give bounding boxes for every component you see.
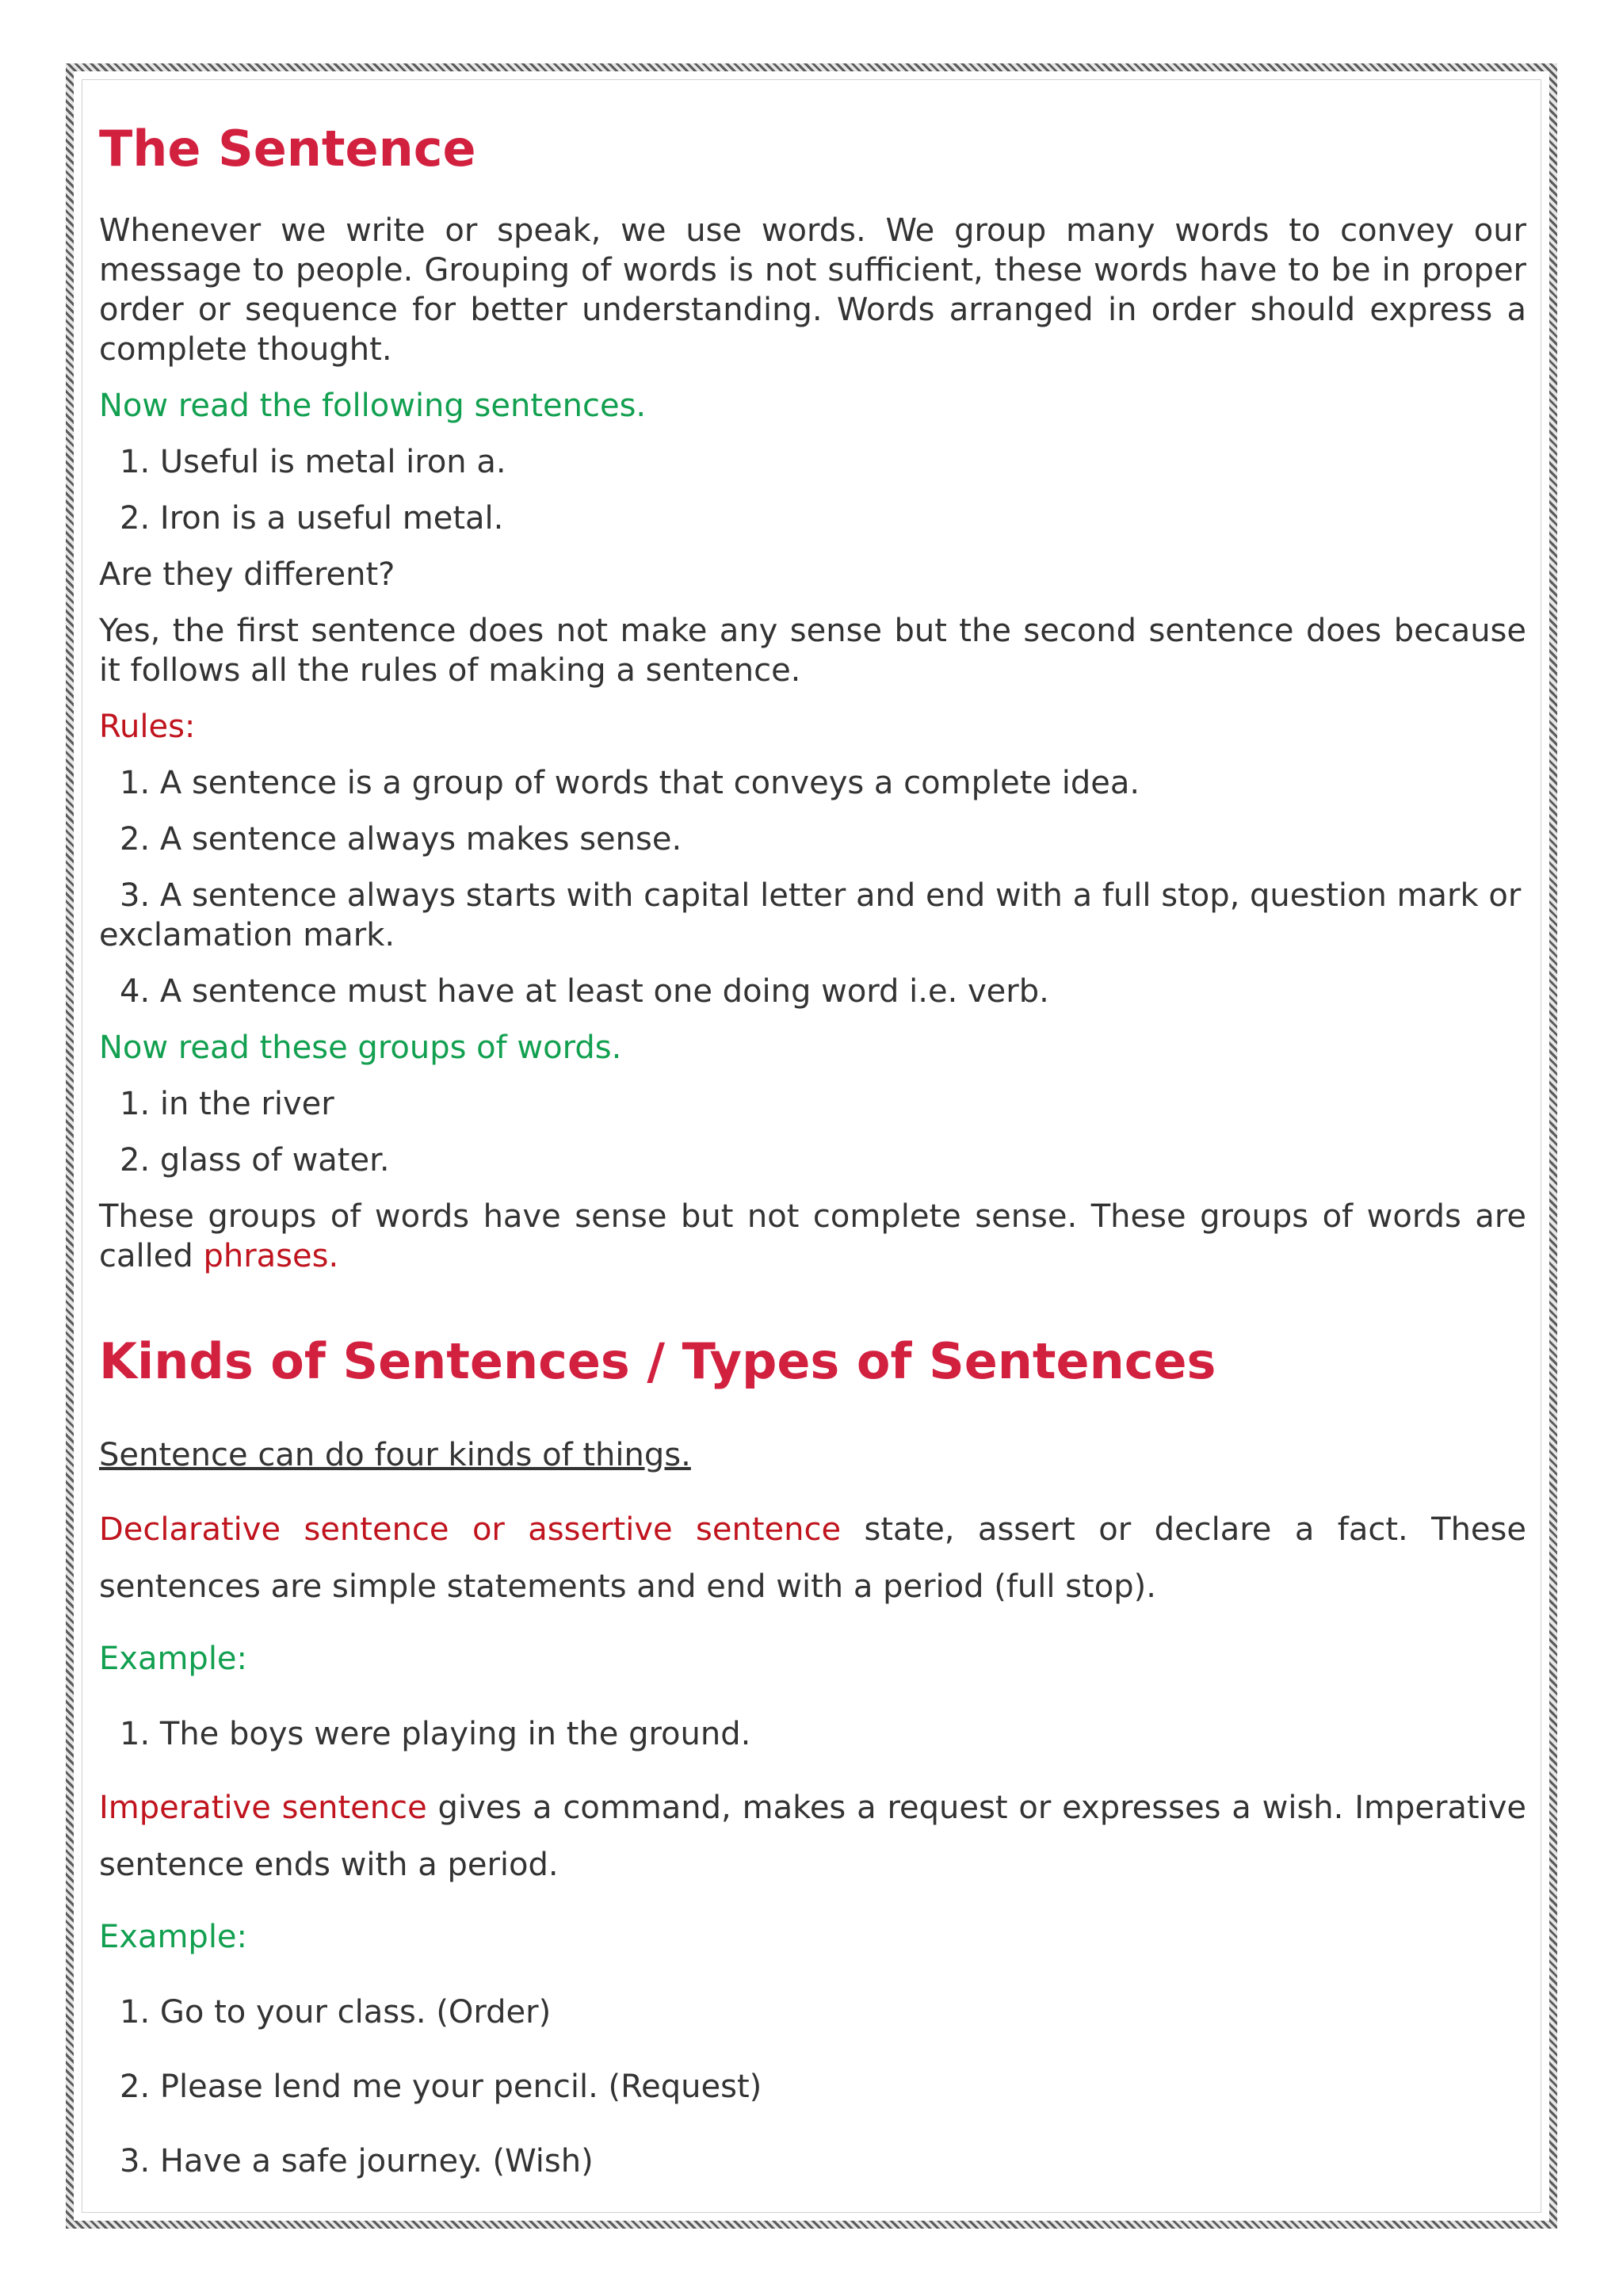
phrases-paragraph: These groups of words have sense but not complete sense. These groups of words are called phrases. (99, 1198, 1526, 1274)
list-item: 2. Iron is a useful metal. (120, 500, 504, 537)
list-item: 1. in the river (120, 1086, 334, 1122)
kinds-subtitle: Sentence can do four kinds of things. (99, 1437, 691, 1473)
question-text: Are they different? (99, 556, 395, 593)
list-item: 2. A sentence always makes sense. (120, 821, 682, 858)
imperative-paragraph: Imperative sentence gives a command, makes a request or expresses a wish. Imperative sentence ends with a period. (99, 1790, 1527, 1883)
section-title-sentence: The Sentence (99, 120, 476, 178)
phrases-term: phrases. (203, 1238, 339, 1274)
word-groups-list (99, 1084, 1526, 1180)
document-content (99, 119, 1526, 2181)
imperative-term: Imperative sentence (99, 1790, 427, 1826)
example-label: Example: (99, 1641, 248, 1677)
list-item: 2. glass of water. (120, 1142, 390, 1179)
answer-paragraph: Yes, the first sentence does not make any sense but the second sentence does because it follows all the rules of making a sentence. (99, 613, 1526, 689)
section-title-kinds: Kinds of Sentences / Types of Sentences (99, 1332, 1216, 1390)
declarative-examples-list (99, 1714, 1526, 1754)
list-item: 1. Useful is metal iron a. (120, 444, 506, 480)
imperative-examples-list (99, 1992, 1526, 2181)
rules-label: Rules: (99, 709, 196, 745)
list-item: 4. A sentence must have at least one doing word i.e. verb. (120, 973, 1049, 1010)
rules-list (99, 763, 1526, 1011)
list-item: 3. A sentence always starts with capital letter and end with a full stop, question mark or exclamation mark. (99, 877, 1522, 953)
declarative-term: Declarative sentence or assertive sentence (99, 1511, 842, 1548)
list-item: 1. A sentence is a group of words that conveys a complete idea. (120, 765, 1140, 801)
prompt-groups-of-words: Now read these groups of words. (99, 1030, 622, 1066)
list-item: 3. Have a safe journey. (Wish) (120, 2143, 594, 2179)
list-item: 2. Please lend me your pencil. (Request) (120, 2069, 762, 2105)
prompt-following-sentences: Now read the following sentences. (99, 388, 647, 424)
example-sentences-list (99, 442, 1526, 538)
list-item: 1. Go to your class. (Order) (120, 1994, 552, 2030)
example-label: Example: (99, 1919, 248, 1955)
declarative-paragraph: Declarative sentence or assertive sentence state, assert or declare a fact. These sentences are simple statements and end with a period (full stop). (99, 1511, 1526, 1605)
intro-paragraph: Whenever we write or speak, we use words. We group many words to convey our message to people. Grouping of words is not sufficient, these words have to be in proper order or sequence for better understanding. Words arranged in order should express a complete thought. (99, 212, 1526, 368)
list-item: 1. The boys were playing in the ground. (120, 1716, 751, 1752)
